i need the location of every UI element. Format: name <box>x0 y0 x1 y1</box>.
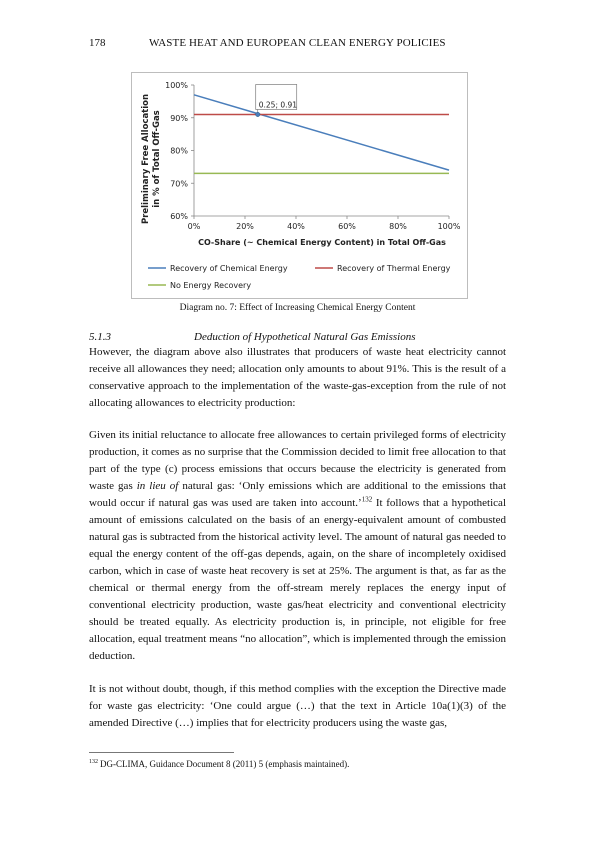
annotation-point <box>256 112 260 116</box>
paragraph-3: It is not without doubt, though, if this method complies with the exception the Directive made for waste gas electricity: ‘One could argue (…) that the text in Article 10a(1)(3) of the amended Directive (…) implies that for electricity producers using the waste gas, <box>89 683 506 729</box>
paragraph-2-italic: in lieu of <box>136 480 179 492</box>
y-tick-label: 90% <box>170 113 188 123</box>
y-tick-label: 60% <box>170 212 188 221</box>
footnote-divider <box>89 752 234 753</box>
x-tick-label: 20% <box>236 222 254 231</box>
section-heading <box>89 331 416 343</box>
footnote <box>89 759 349 769</box>
page-number: 178 <box>89 37 106 49</box>
x-axis-label: CO-Share (~ Chemical Energy Content) in Total Off-Gas <box>198 238 446 247</box>
x-tick-label: 60% <box>338 222 356 231</box>
footnote-reference[interactable]: 132 <box>361 495 373 504</box>
chart-svg <box>132 73 467 298</box>
section-number: 5.1.3 <box>89 331 111 343</box>
legend-label-none: No Energy Recovery <box>170 281 252 290</box>
page-header <box>89 37 506 51</box>
legend-label-chemical: Recovery of Chemical Energy <box>170 264 288 273</box>
annotation-label: 0.25; 0.91 <box>258 100 298 110</box>
y-axis-label-line1: Preliminary Free Allocation <box>141 93 151 225</box>
footnote-text: DG-CLIMA, Guidance Document 8 (2011) 5 (emphasis maintained). <box>100 759 350 769</box>
section-title: Deduction of Hypothetical Natural Gas Emissions <box>194 331 416 343</box>
series-line-chemical <box>194 95 449 170</box>
figure-caption: Diagram no. 7: Effect of Increasing Chemical Energy Content <box>179 303 416 313</box>
chart <box>131 72 468 299</box>
legend-label-thermal: Recovery of Thermal Energy <box>337 264 451 273</box>
running-title: WASTE HEAT AND EUROPEAN CLEAN ENERGY POLICIES <box>149 37 446 49</box>
paragraph-2 <box>89 427 506 665</box>
x-tick-label: 80% <box>389 222 407 231</box>
x-tick-label: 100% <box>437 222 461 231</box>
legend <box>148 264 451 290</box>
x-tick-label: 0% <box>187 222 201 231</box>
paragraph-1: However, the diagram above also illustrates that producers of waste heat electricity cannot receive all allowances they need; allocation only amounts to about 91%. This is the result of a conservative approach to the implementation of the waste-gas-exception from the rule of not allocating allowances to electricity production: <box>89 346 506 409</box>
paragraph-2-part-b: natural gas: ‘Only emissions which are additional to the emissions that would occur if natural gas was used are taken into account.’ <box>89 480 506 509</box>
y-axis-label-line2: in % of Total Off-Gas <box>152 110 162 208</box>
x-tick-label: 40% <box>287 222 305 231</box>
paragraph-2-part-a: Given its initial reluctance to allocate free allowances to certain privileged forms of electricity production, it comes as no surprise that the Commission decided to limit free allocation to that part of the type (c) process emissions that occurs because the electricity is generated from waste gas <box>89 429 506 492</box>
paragraph-2-part-c: It follows that a hypothetical amount of emissions calculated on the basis of an energy-equivalent amount of combusted natural gas is subtracted from the historical activity level. The amount of natural gas needed to equal the energy content of the off-gas depends, again, on the share of incompletely oxidised carbon, which in case of waste heat recovery is set at 25%. The argument is that, as far as the chemical or thermal energy from the off-stream merely replaces the energy input of conventional electricity production, waste gas/heat electricity and conventional electricity should be treated equally. As electricity production is, in principle, not eligible for free allocation, equal treatment means “no allocation”, which is implemented through the emission deduction. <box>89 497 506 662</box>
footnote-number: 132 <box>89 759 98 765</box>
y-tick-label: 80% <box>170 146 188 156</box>
y-tick-label: 70% <box>170 179 188 189</box>
y-tick-label: 100% <box>165 81 188 90</box>
